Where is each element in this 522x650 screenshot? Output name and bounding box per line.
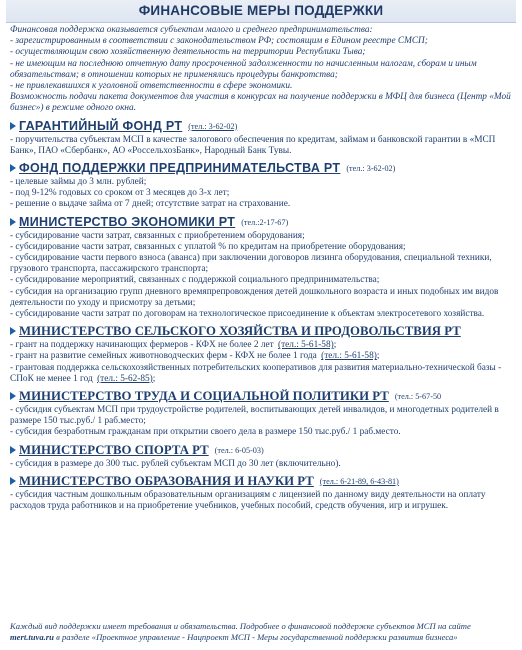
section-phone: (тел.: 6-21-89, 6-43-81) (319, 476, 399, 486)
section-title: МИНИСТЕРСТВО ТРУДА И СОЦИАЛЬНОЙ ПОЛИТИКИ РТ (19, 389, 389, 404)
section-ministry-labour (10, 389, 516, 439)
page-title: ФИНАНСОВЫЕ МЕРЫ ПОДДЕРЖКИ (6, 0, 516, 23)
arrow-bullet-icon (10, 122, 16, 130)
list-item: - субсидирование части затрат, связанных с уплатой % по кредитам на приобретение оборудования; (10, 241, 406, 252)
section-ministry-economy (10, 215, 516, 321)
intro-line: - не привлекавшихся к уголовной ответственности в сфере экономики. (10, 81, 293, 92)
item-text: - грантовая поддержка сельскохозяйственных потребительских кооперативов для развития материально-технической базы - СПоК не менее 1 год (10, 362, 502, 384)
arrow-bullet-icon (10, 327, 16, 335)
section-header (10, 215, 516, 230)
list-item: - под 9-12% годовых со сроком от 3 месяцев до 3-х лет; (10, 188, 230, 199)
list-item: - субсидирование части затрат по договорам на технологическое присоединение к объектам электросетевого хозяйства. (10, 309, 485, 320)
item-phone: (тел.: 5-61-58) (321, 351, 377, 362)
list-item: - субсидия субъектам МСП при трудоустройстве родителей, воспитывающих детей инвалидов, и многодетных родителей в размере 150 тыс.руб./ 1 раб.место; (10, 405, 499, 427)
item-phone: (тел.: 5-62-85) (97, 373, 153, 384)
list-item (10, 363, 516, 385)
arrow-bullet-icon (10, 392, 16, 400)
site-link[interactable]: mert.tuva.ru (10, 631, 54, 642)
section-header (10, 474, 516, 489)
item-end: ; (333, 340, 337, 351)
list-item: - субсидия в размере до 300 тыс. рублей субъектам МСП до 30 лет (включительно). (10, 458, 341, 469)
list-item: - решение о выдаче займа от 7 дней; отсутствие затрат на страхование. (10, 199, 291, 210)
item-end: ; (376, 351, 380, 362)
arrow-bullet-icon (10, 446, 16, 454)
arrow-bullet-icon (10, 164, 16, 172)
list-item: - субсидия безработным гражданам при открытии своего дела в размере 150 тыс.руб./ 1 раб.место. (10, 427, 401, 438)
section-ministry-agriculture (10, 324, 516, 385)
section-ministry-sport (10, 443, 516, 470)
item-phone: (тел.: 5-61-58) (278, 340, 334, 351)
section-title: МИНИСТЕРСТВО ОБРАЗОВАНИЯ И НАУКИ РТ (19, 473, 314, 488)
section-phone: (тел.: 3-62-02) (346, 164, 396, 174)
item-text: - грант на развитие семейных животноводческих ферм - КФХ не более 1 года (10, 351, 317, 362)
section-items (10, 340, 516, 385)
list-item: - поручительства субъектам МСП в качестве залогового обеспечения по кредитам, займам и банковской гарантии в «МСП Банк», ПАО «Сбербанк», АО «РоссельхозБанк», Народный Банк Тувы. (10, 134, 496, 156)
section-ministry-education (10, 474, 516, 512)
section-title: МИНИСТЕРСТВО ЭКОНОМИКИ РТ (19, 214, 236, 229)
section-header (10, 389, 516, 404)
section-items (10, 490, 516, 512)
intro-line: - зарегистрированным в соответствии с законодательством РФ; состоящим в Едином реестре СМСП; (10, 36, 428, 47)
item-text: - грант на поддержку начинающих фермеров - КФХ не более 2 лет (10, 340, 274, 351)
list-item: - субсидия на организацию групп дневного времяпрепровождения детей дошкольного возраста и иных подобных им видов деятельности по уходу и присмотру за детьми; (10, 286, 499, 308)
section-title: ГАРАНТИЙНЫЙ ФОНД РТ (19, 118, 183, 133)
intro-line: Возможность подачи пакета документов для участия в конкурсах на получение поддержки в МФЦ для бизнеса (Центр «Мой бизнес») в режиме одного окна. (10, 92, 511, 114)
list-item (10, 340, 516, 351)
section-title: МИНИСТЕРСТВО СПОРТА РТ (19, 442, 209, 457)
item-end: ; (152, 373, 156, 384)
section-title: МИНИСТЕРСТВО СЕЛЬСКОГО ХОЗЯЙСТВА И ПРОДОВОЛЬСТВИЯ РТ (19, 324, 461, 339)
list-item: - целевые займы до 3 млн. рублей; (10, 177, 147, 188)
section-title: ФОНД ПОДДЕРЖКИ ПРЕДПРИНИМАТЕЛЬСТВА РТ (19, 161, 341, 176)
section-header (10, 161, 516, 176)
list-item: - субсидирование мероприятий, связанных с поддержкой социального предпринимательства; (10, 275, 380, 286)
section-phone: (тел.:2-17-67) (241, 217, 289, 227)
section-items (10, 459, 516, 470)
list-item: - субсидирование части затрат, связанных с приобретением оборудования; (10, 230, 305, 241)
footer-line: Каждый вид поддержки имеет требования и обязательства. Подробнее о финансовой поддержке субъектов МСП на сайте (10, 621, 471, 632)
section-phone: (тел.: 5-67-50 (394, 392, 442, 402)
arrow-bullet-icon (10, 477, 16, 485)
intro-line: - не имеющим на последнюю отчетную дату просроченной задолженности по начисленным налогам, сборам и иным обязательствам; в отношении которых не применялись процедуры банкротства; (10, 58, 477, 80)
section-entrepreneurship-fund (10, 161, 516, 211)
section-phone: (тел.: 3-62-02) (188, 121, 238, 131)
intro-line: Финансовая поддержка оказывается субъектам малого и среднего предпринимательства: (10, 25, 373, 35)
list-item (10, 351, 516, 362)
intro-text (10, 25, 516, 115)
list-item: - субсидия частным дошкольным образовательным организациям с лицензией по данному виду деятельности на оплату расходов труда работников и на приобретение учебников, учебных пособий, средств обучения, игр и игрушек. (10, 489, 486, 512)
section-items (10, 135, 516, 157)
footer-line (10, 632, 516, 642)
intro-line: - осуществляющим свою хозяйственную деятельность на территории Республики Тыва; (10, 47, 366, 58)
footer-path: в разделе «Проектное управление - Нацпроект МСП - Меры государственной поддержки развития бизнеса» (53, 631, 458, 642)
arrow-bullet-icon (10, 218, 16, 226)
section-items (10, 231, 516, 321)
section-header (10, 119, 516, 134)
list-item: - субсидирование части первого взноса (аванса) при заключении договоров лизинга оборудования, специальной техники, грузового транспорта, пассажирского транспорта; (10, 253, 492, 275)
section-guarantee-fund (10, 119, 516, 157)
footer-note (10, 621, 516, 642)
section-items (10, 177, 516, 211)
section-items (10, 405, 516, 439)
section-phone: (тел.: 6-05-03) (214, 445, 264, 455)
section-header (10, 324, 516, 339)
section-header (10, 443, 516, 458)
